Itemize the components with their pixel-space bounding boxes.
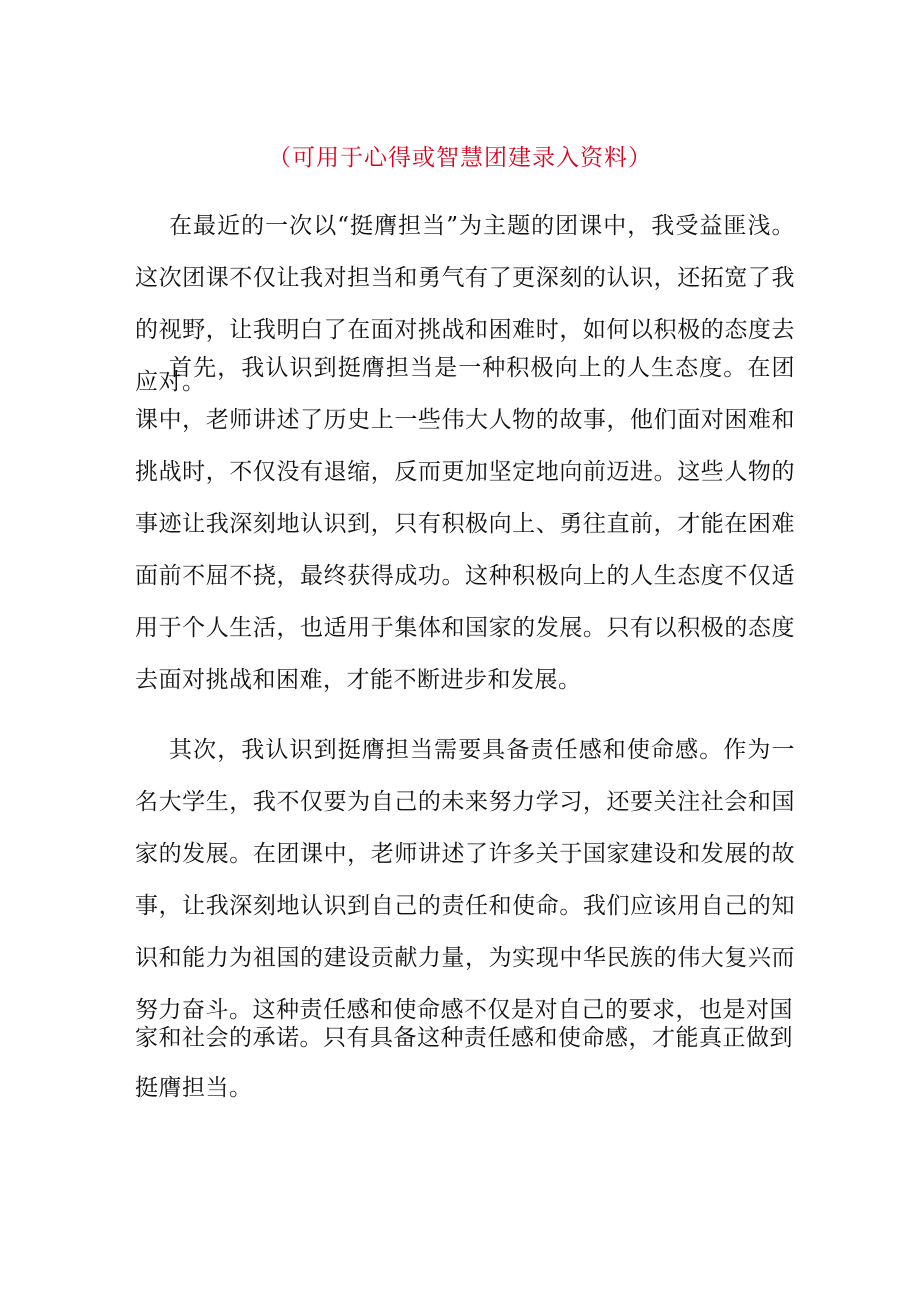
paragraph-second: 其次，我认识到挺膺担当需要具备责任感和使命感。作为一名大学生，我不仅要为自己的未来努力学习，还要关注社会和国家的发展。在团课中，老师讲述了许多关于国家建设和发展的故事，让我深刻地认识到自己的责任和使命。我们应该用自己的知识和能力为祖国的建设贡献力量，为实现中华民族的伟大复兴而努力奋斗。这种责任感和使命感不仅是对自己的要求，也是对国 — [135, 737, 795, 1023]
paragraph-continuation-line: 家和社会的承诺。只有具备这种责任感和使命感，才能真正做到 — [135, 1025, 793, 1051]
paragraph-final-line: 挺膺担当。 — [135, 1075, 253, 1101]
document-title: （可用于心得或智慧团建录入资料） — [268, 145, 652, 171]
paragraph-first: 首先，我认识到挺膺担当是一种积极向上的人生态度。在团课中，老师讲述了历史上一些伟大人物的故事，他们面对困难和挑战时，不仅没有退缩，反而更加坚定地向前迈进。这些人物的事迹让我深刻地认识到，只有积极向上、勇往直前，才能在困难面前不屈不挠，最终获得成功。这种积极向上的人生态度不仅适用于个人生活，也适用于集体和国家的发展。只有以积极的态度去面对挑战和困难，才能不断进步和发展。 — [135, 355, 795, 693]
paragraph-intro: 在最近的一次以“挺膺担当”为主题的团课中，我受益匪浅。这次团课不仅让我对担当和勇气有了更深刻的认识，还拓宽了我的视野，让我明白了在面对挑战和困难时，如何以积极的态度去应对。 — [135, 213, 795, 395]
